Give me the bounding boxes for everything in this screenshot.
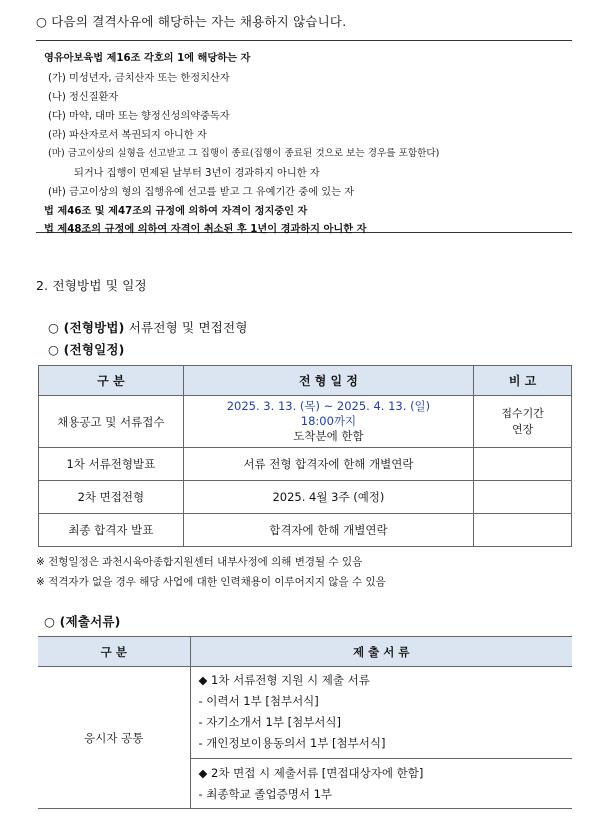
disq-line: 법 제48조의 규정에 의하여 자격이 취소된 후 1년이 경과하지 아니한 자 (44, 224, 367, 235)
schedule-label: ○ (전형일정) (48, 342, 125, 357)
row-date (183, 396, 473, 448)
document-item: - 최종학교 졸업증명서 1부 (198, 787, 333, 801)
row-date-line: 2025. 3. 13. (목) ~ 2025. 4. 13. (일) (226, 399, 431, 413)
document-item: ◆ 1차 서류전형 지원 시 제출 서류 (198, 673, 370, 687)
disq-line: (가) 미성년자, 금치산자 또는 한정치산자 (48, 73, 230, 84)
documents-heading: ○ (제출서류) (44, 614, 121, 629)
documents-list (190, 667, 572, 809)
disqualification-intro: ○ 다음의 결격사유에 해당하는 자는 채용하지 않습니다. (36, 14, 347, 29)
table-row (39, 481, 572, 514)
row-note (474, 481, 572, 514)
schedule-table (38, 365, 572, 547)
table-row (39, 448, 572, 481)
table-header-row (38, 637, 572, 667)
disq-line: (다) 마약, 대마 또는 향정신성의약중독자 (48, 111, 230, 122)
schedule-note: ※ 적격자가 없을 경우 해당 사업에 대한 인력채용이 이루어지지 않을 수 있음 (36, 576, 386, 588)
disq-line: (바) 금고이상의 형의 집행유예 선고를 받고 그 유예기간 중에 있는 자 (48, 187, 355, 198)
row-category: 응시자 공통 (38, 667, 190, 809)
schedule-note: ※ 전형일정은 과천시육아종합지원센터 내부사정에 의해 변경될 수 있음 (36, 556, 363, 568)
section-heading: 2. 전형방법 및 일정 (36, 278, 147, 293)
disqualification-box (36, 40, 572, 233)
table-header-row (39, 366, 572, 396)
document-item: ◆ 2차 면접 시 제출서류 [면접대상자에 한함] (198, 766, 424, 780)
disq-line: (라) 파산자로서 복권되지 아니한 자 (48, 130, 207, 141)
row-category: 채용공고 및 서류접수 (39, 396, 184, 448)
row-note (474, 514, 572, 547)
row-note: 접수기간 연장 (474, 396, 572, 448)
table-row (39, 396, 572, 448)
disq-line: 되거나 집행이 면제된 날부터 3년이 경과하지 아니한 자 (74, 168, 320, 179)
row-date: 서류 전형 합격자에 한해 개별연락 (183, 448, 473, 481)
document-item: - 개인정보이용동의서 1부 [첨부서식] (198, 736, 386, 750)
table-row (38, 667, 572, 809)
method-label: ○ (전형방법) (48, 320, 125, 335)
documents-divider (191, 758, 573, 805)
header-category: 구 분 (38, 637, 190, 667)
row-date-line: 도착분에 한함 (293, 429, 364, 443)
row-date: 2025. 4월 3주 (예정) (183, 481, 473, 514)
document-item: - 자기소개서 1부 [첨부서식] (198, 715, 341, 729)
table-row (39, 514, 572, 547)
disq-line: (나) 정신질환자 (48, 92, 119, 103)
disq-line: 법 제46조 및 제47조의 규정에 의하여 자격이 정지중인 자 (44, 206, 308, 217)
header-category: 구 분 (39, 366, 184, 396)
header-documents: 제 출 서 류 (190, 637, 572, 667)
method-row (48, 318, 248, 336)
row-date: 합격자에 한해 개별연락 (183, 514, 473, 547)
disq-line: 영유아보육법 제16조 각호의 1에 해당하는 자 (44, 53, 251, 64)
row-category: 최종 합격자 발표 (39, 514, 184, 547)
method-value: 서류전형 및 면접전형 (128, 320, 248, 335)
header-note: 비 고 (474, 366, 572, 396)
row-note (474, 448, 572, 481)
document-item: - 이력서 1부 [첨부서식] (198, 694, 319, 708)
documents-table (38, 636, 572, 809)
row-category: 1차 서류전형발표 (39, 448, 184, 481)
disq-line: (마) 금고이상의 실형을 선고받고 그 집행이 종료(집행이 종료된 것으로 보는 경우를 포함한다) (48, 148, 440, 159)
row-category: 2차 면접전형 (39, 481, 184, 514)
row-date-line: 18:00까지 (300, 414, 357, 428)
header-schedule: 전 형 일 정 (183, 366, 473, 396)
